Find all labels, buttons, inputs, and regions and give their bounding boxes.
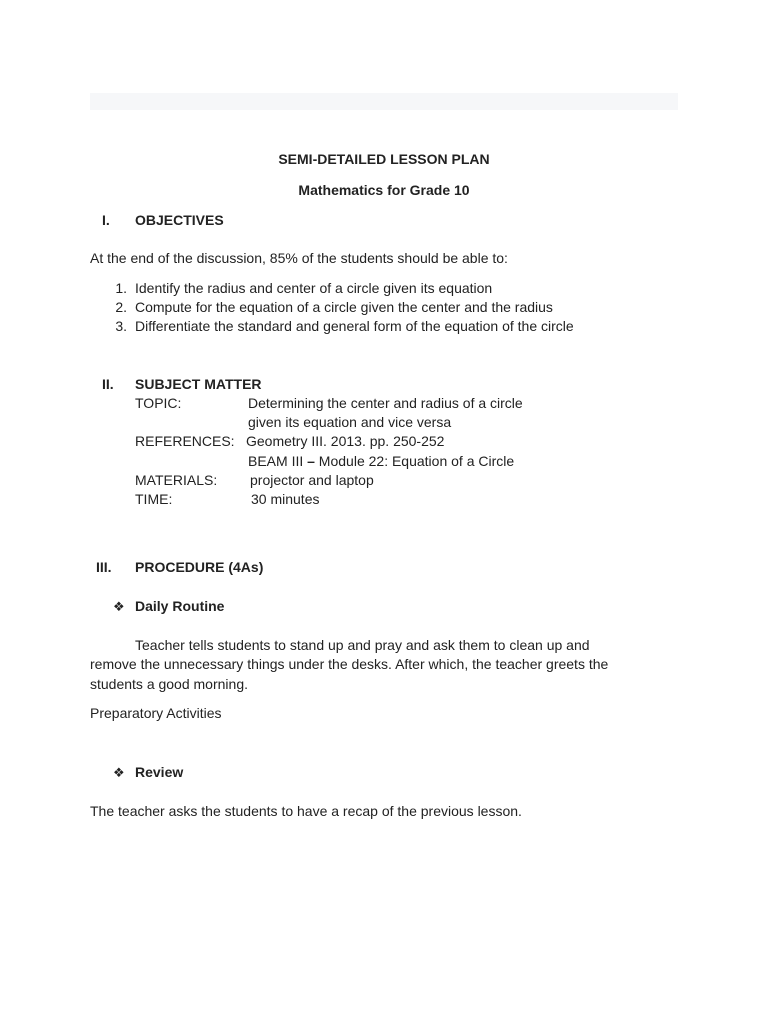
topic-label: TOPIC: — [135, 395, 182, 411]
objective-number: 1. — [115, 280, 127, 296]
section-heading-procedure: PROCEDURE (4As) — [135, 559, 264, 575]
objective-item: Differentiate the standard and general form of the equation of the circle — [135, 318, 574, 334]
section-heading-objectives: OBJECTIVES — [135, 212, 224, 228]
objective-number: 2. — [115, 299, 127, 315]
references-dash: – — [307, 453, 315, 469]
topic-value: Determining the center and radius of a circle — [248, 395, 523, 411]
references-value: Geometry III. 2013. pp. 250-252 — [246, 433, 445, 449]
section-heading-subject-matter: SUBJECT MATTER — [135, 376, 262, 392]
section-numeral-objectives: I. — [102, 212, 110, 228]
diamond-bullet-icon: ❖ — [113, 765, 125, 780]
daily-routine-paragraph: Teacher tells students to stand up and pray and ask them to clean up and — [135, 637, 590, 653]
daily-routine-heading: Daily Routine — [135, 598, 225, 614]
section-numeral-procedure: III. — [96, 559, 112, 575]
diamond-bullet-icon: ❖ — [113, 599, 125, 614]
document-subtitle: Mathematics for Grade 10 — [298, 182, 470, 198]
topic-value-continued: given its equation and vice versa — [248, 414, 452, 430]
objective-number: 3. — [115, 318, 127, 334]
time-value: 30 minutes — [251, 491, 320, 507]
review-heading: Review — [135, 764, 184, 780]
document-title: SEMI-DETAILED LESSON PLAN — [278, 151, 490, 167]
section-numeral-subject-matter: II. — [102, 376, 114, 392]
objective-item: Compute for the equation of a circle given the center and the radius — [135, 299, 553, 315]
daily-routine-paragraph-end: students a good morning. — [90, 676, 248, 692]
references-module-text: Module 22: Equation of a Circle — [314, 453, 515, 469]
preparatory-activities: Preparatory Activities — [90, 705, 222, 721]
review-text: The teacher asks the students to have a recap of the previous lesson. — [90, 803, 522, 819]
daily-routine-paragraph-continued: remove the unnecessary things under the desks. After which, the teacher greets the — [90, 656, 609, 672]
objectives-intro: At the end of the discussion, 85% of the students should be able to: — [90, 250, 508, 266]
references-beam-text: BEAM III — [248, 453, 308, 469]
references-label: REFERENCES: — [135, 433, 235, 449]
materials-label: MATERIALS: — [135, 472, 218, 488]
materials-value: projector and laptop — [250, 472, 374, 488]
objective-item: Identify the radius and center of a circle given its equation — [135, 280, 493, 296]
header-strip — [90, 93, 678, 110]
time-label: TIME: — [135, 491, 173, 507]
references-value-continued — [248, 453, 514, 469]
